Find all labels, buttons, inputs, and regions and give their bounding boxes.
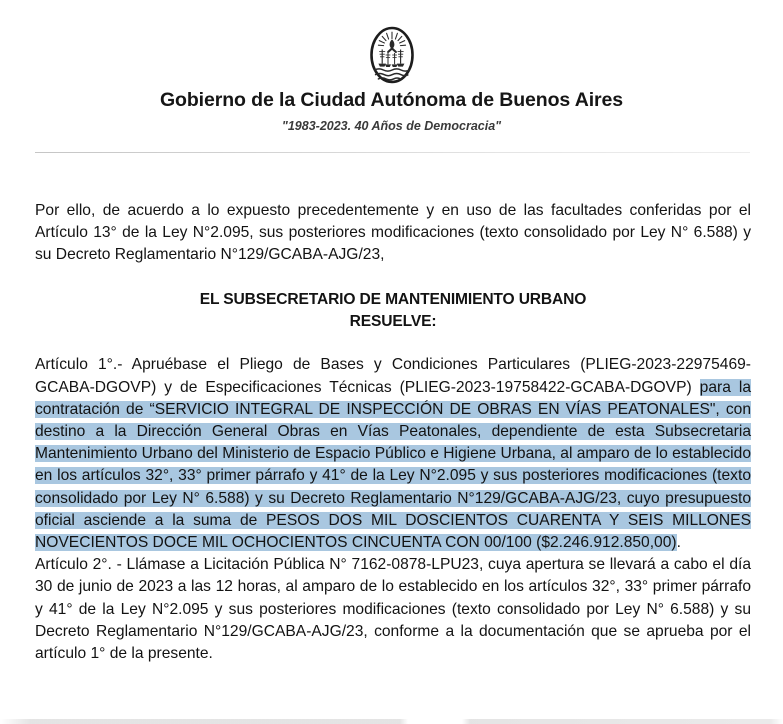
article-1 (35, 354, 751, 554)
intro-paragraph: Por ello, de acuerdo a lo expuesto precedentemente y en uso de las facultades conferidas por el Artículo 13° de la Ley N°2.095, sus posteriores modificaciones (texto consolidado por Ley N° 6.588) y su Decreto Reglamentario N°129/GCABA-AJG/23, (35, 202, 751, 264)
page-bottom-artifact (0, 719, 783, 724)
document-body (35, 200, 751, 665)
article-1-highlighted-text: para la contratación de “SERVICIO INTEGRAL DE INSPECCIÓN DE OBRAS EN VÍAS PEATONALES", con destino a la Dirección General Obras en Vías Peatonales, dependiente de esta Subsecretaria Mantenimiento Urbano del Ministerio de Espacio Público e Higiene Urbana, al amparo de lo establecido en los artículos 32°, 33° primer párrafo y 41° de la Ley N°2.095 y sus posteriores modificaciones (texto consolidado por Ley N° 6.588) y su Decreto Reglamentario N°129/GCABA-AJG/23, cuyo presupuesto oficial asciende a la suma de PESOS DOS MIL DOSCIENTOS CUARENTA Y SEIS MILLONES NOVECIENTOS DOCE MIL OCHOCIENTOS CINCUENTA CON 00/100 ($2.246.912.850,00) (35, 378, 751, 552)
article-1-trailing-text: . (676, 534, 681, 552)
article-1-lead-text: Artículo 1°.- Apruébase el Pliego de Bases y Condiciones Particulares (PLIEG-2023-22975469-GCABA-DGOVP) y de Especificaciones Técnicas (PLIEG-2023-19758422-GCABA-DGOVP) (35, 356, 751, 396)
header-divider (35, 152, 750, 153)
article-2: Artículo 2°. - Llámase a Licitación Pública N° 7162-0878-LPU23, cuya apertura se llevará a cabo el día 30 de junio de 2023 a las 12 horas, al amparo de lo establecido en los artículos 32°, 33° primer párrafo y 41° de la Ley N°2.095 y sus posteriores modificaciones (texto consolidado por Ley N° 6.588) y su Decreto Reglamentario N°129/GCABA-AJG/23, conforme a la documentación que se aprueba por el artículo 1° de la presente. (35, 556, 751, 663)
page-title: Gobierno de la Ciudad Autónoma de Buenos Aires (159, 89, 624, 111)
resolve-heading-line1: EL SUBSECRETARIO DE MANTENIMIENTO URBANO (199, 290, 587, 308)
paragraph-spacer (35, 267, 751, 289)
buenos-aires-coat-of-arms-icon (369, 26, 415, 84)
document-header (0, 0, 783, 134)
articles-section (35, 354, 751, 665)
header-subtitle: "1983-2023. 40 Años de Democracia" (281, 119, 502, 134)
resolve-heading (35, 289, 751, 334)
resolve-heading-line2: RESUELVE: (349, 313, 437, 331)
